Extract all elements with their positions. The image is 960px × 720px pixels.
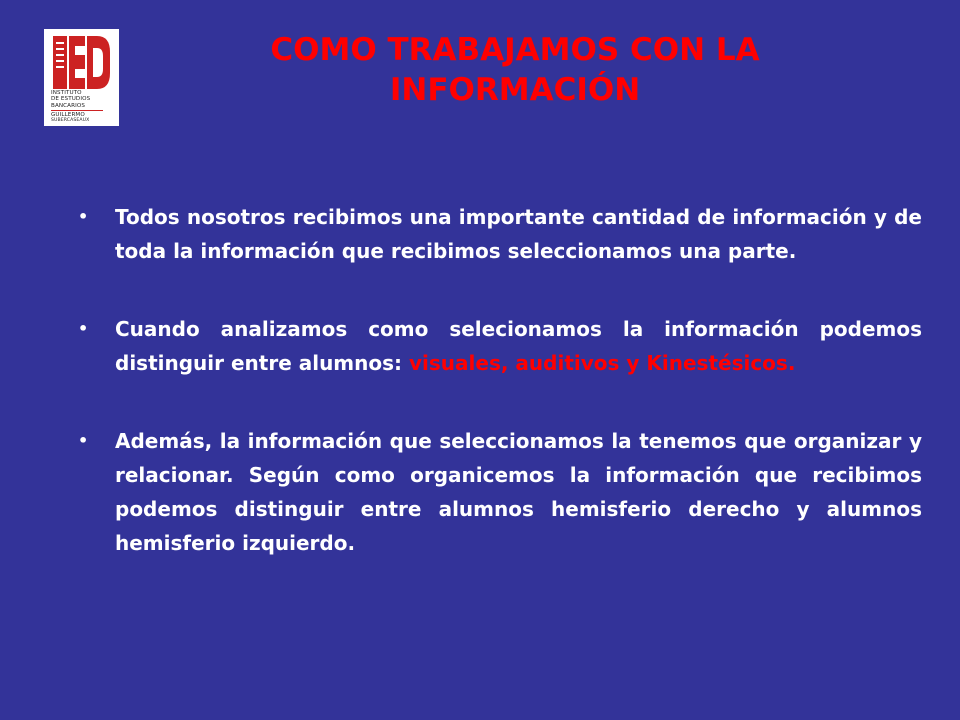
bullet-highlight-text: visuales, auditivos y Kinestésicos.	[409, 351, 796, 375]
bullet-text: Además, la información que seleccionamos la tenemos que organizar y relacionar. Según como organicemos la información que recibimos podemos distinguir entre alumnos hemisferio derecho y alumnos hemisferio izquierdo.	[115, 429, 922, 555]
logo-line: DE ESTUDIOS	[51, 96, 91, 103]
ieb-logo-icon	[53, 36, 110, 89]
bullet-item	[78, 312, 922, 380]
logo-line: BANCARIOS	[51, 102, 85, 109]
bullet-dot-icon: •	[78, 319, 89, 338]
institute-logo	[44, 29, 119, 126]
bullet-dot-icon: •	[78, 431, 89, 450]
logo-line: INSTITUTO	[51, 90, 82, 96]
logo-line: GUILLERMO	[51, 111, 85, 118]
bullet-item	[78, 200, 922, 268]
slide-title-line-1: COMO TRABAJAMOS CON LA	[270, 32, 760, 68]
slide-title-line-2: INFORMACIÓN	[389, 72, 641, 108]
logo-text	[51, 90, 113, 124]
bullet-item	[78, 424, 922, 560]
logo-line: SUBERCASEAUX	[51, 118, 90, 124]
bullet-text: Todos nosotros recibimos una importante cantidad de información y de toda la información que recibimos seleccionamos una parte.	[115, 205, 922, 263]
bullet-list	[78, 200, 922, 604]
bullet-dot-icon: •	[78, 207, 89, 226]
bullet-text: Cuando analizamos como selecionamos la información podemos distinguir entre alumnos:	[115, 317, 922, 375]
logo-divider	[51, 110, 103, 111]
slide-title	[220, 30, 810, 110]
